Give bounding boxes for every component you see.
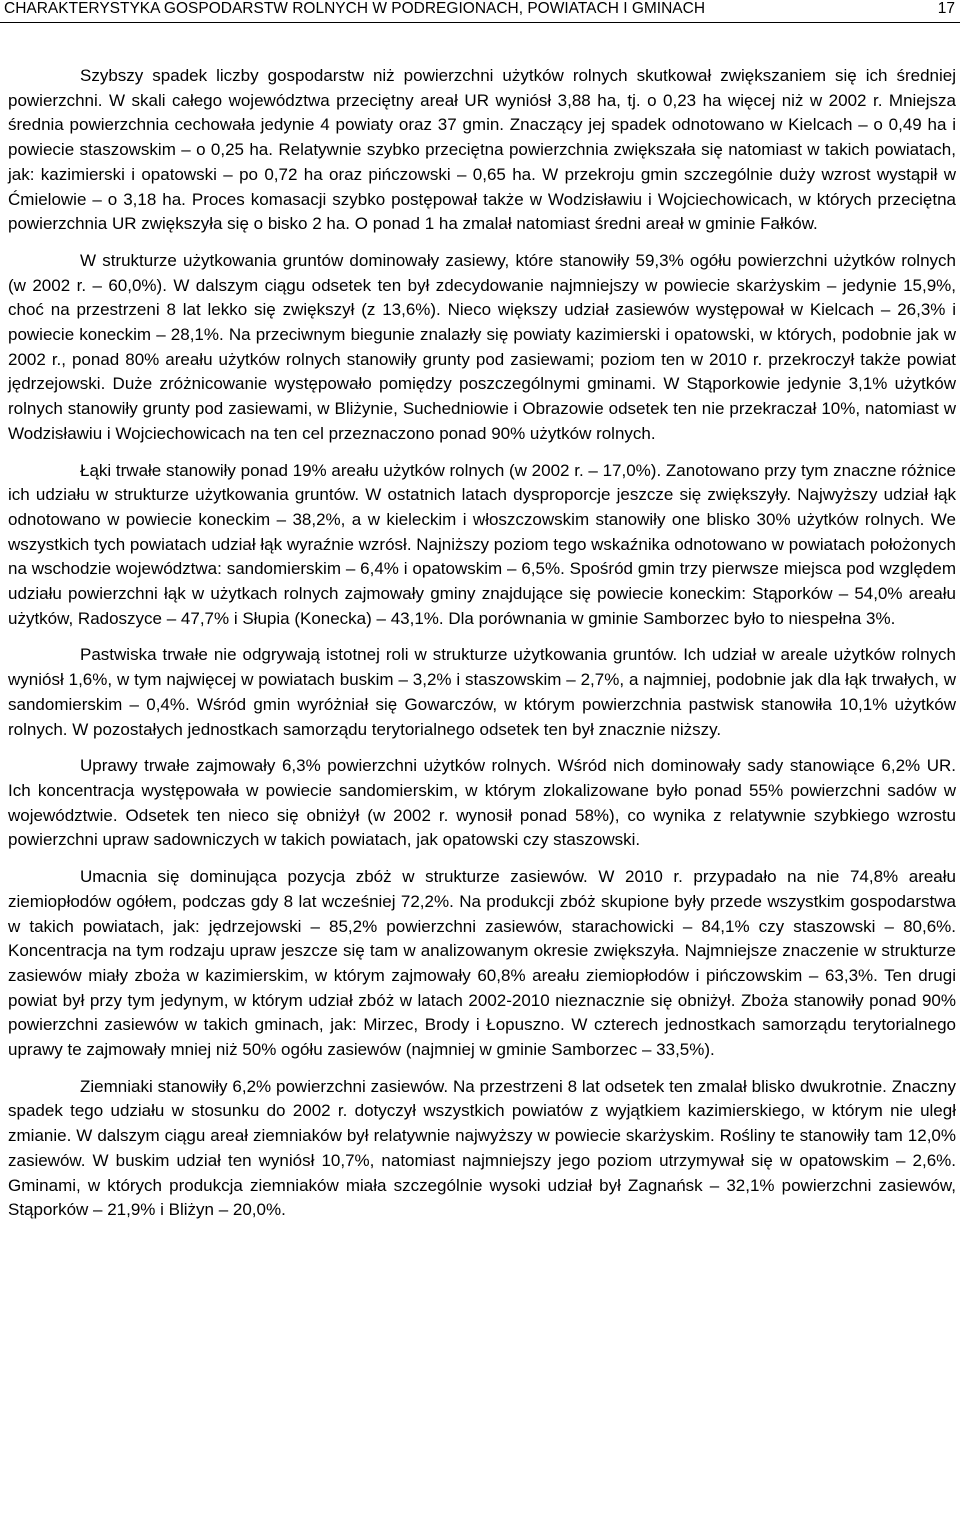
paragraph-cereals: Umacnia się dominująca pozycja zbóż w strukturze zasiewów. W 2010 r. przypadało na nie 74,8% areału ziemiopłodów ogółem, podczas gdy 8 lat wcześniej 72,2%. Na produkcji zbóż skupione były przede wszystkim gospodarstwa w takich powiatach, jak: jędrzejowski – 85,2% powierzchni zasiewów, starachowicki – 84,1% czy staszowski – 80,6%. Koncentracja na tym rodzaju upraw jeszcze się tam w analizowanym okresie zwiększyła. Najmniejsze znaczenie w strukturze zasiewów miały zboża w kazimierskim, w którym zajmowały 60,8% areału ziemiopłodów i pińczowskim – 63,3%. Ten drugi powiat był przy tym jedynym, w którym udział zbóż w latach 2002-2010 nieznacznie się obniżył. Zboża stanowiły ponad 90% powierzchni zasiewów w takich gminach, jak: Mirzec, Brody i Łopuszno. W czterech jednostkach samorządu terytorialnego uprawy te zajmowały mniej niż 50% ogółu zasiewów (najmniej w gminie Samborzec – 33,5%). xyxy=(8,867,956,1060)
paragraph-potatoes: Ziemniaki stanowiły 6,2% powierzchni zasiewów. Na przestrzeni 8 lat odsetek ten zmalał blisko dwukrotnie. Znaczny spadek tego udziału w stosunku do 2002 r. dotyczył wszystkich powiatów z wyjątkiem kazimierskiego, w którym nie uległ zmianie. W dalszym ciągu areał ziemniaków był relatywnie najwyższy w powiecie skarżyskim. Rośliny te stanowiły tam 12,0% zasiewów. W buskim udział ten wyniósł 10,7%, natomiast najmniejszy jego poziom utrzymywał się w opatowskim – 2,6%. Gminami, w których produkcja ziemniaków miała szczególnie wysoki udział był Zagnańsk – 32,1% powierzchni zasiewów, Stąporków – 21,9% i Bliżyn – 20,0%. xyxy=(8,1076,956,1220)
page-header xyxy=(0,0,960,23)
paragraph-permanent-crops: Uprawy trwałe zajmowały 6,3% powierzchni użytków rolnych. Wśród nich dominowały sady stanowiące 6,2% UR. Ich koncentracja występowała w powiecie sandomierskim, w którym zlokalizowane było ponad 55% powierzchni sadów w województwie. Odsetek ten nieco się obniżył (w 2002 r. wynosił ponad 58%), co wynika z relatywnie szybkiego wzrostu powierzchni upraw sadowniczych w takich powiatach, jak opatowski czy staszowski. xyxy=(8,756,956,850)
paragraph-pastures: Pastwiska trwałe nie odgrywają istotnej roli w strukturze użytkowania gruntów. Ich udział w areale użytków rolnych wyniósł 1,6%, w tym najwięcej w powiatach buskim – 3,2% i staszowskim – 2,7%, a najmniej, podobnie jak dla łąk trwałych, w sandomierskim – 0,4%. Wśród gmin wyróżniał się Gowarczów, w którym powierzchnia pastwisk stanowiła 10,1% użytków rolnych. W pozostałych jednostkach samorządu terytorialnego odsetek ten był znacznie niższy. xyxy=(8,645,956,739)
page-number: 17 xyxy=(937,0,955,17)
paragraph-meadows: Łąki trwałe stanowiły ponad 19% areału użytków rolnych (w 2002 r. – 17,0%). Zanotowano przy tym znaczne różnice ich udziału w strukturze użytkowania gruntów. W ostatnich latach dysproporcje jeszcze się zwiększyły. Najwyższy udział łąk odnotowano w powiecie koneckim – 38,2%, a w kieleckim i włoszczowskim stanowiły one blisko 30% użytków rolnych. We wszystkich tych powiatach udział łąk wyraźnie wzrósł. Najniższy poziom tego wskaźnika odnotowano w powiatach położonych na wschodzie województwa: sandomierskim – 6,4% i opatowskim – 6,5%. Spośród gmin trzy pierwsze miejsca pod względem udziału powierzchni łąk w użytkach rolnych zajmowały gminy znajdujące się powiecie koneckim: Stąporków – 54,0% areału użytków, Radoszyce – 47,7% i Słupia (Konecka) – 43,1%. Dla porównania w gminie Samborzec było to niespełna 3%. xyxy=(8,460,956,628)
paragraph-farm-size: Szybszy spadek liczby gospodarstw niż powierzchni użytków rolnych skutkował zwiększaniem się ich średniej powierzchni. W skali całego województwa przeciętny areał UR wyniósł 3,88 ha, tj. o 0,23 ha więcej niż w 2002 r. Mniejsza średnia powierzchnia cechowała jedynie 4 powiaty oraz 37 gmin. Znaczący jej spadek odnotowano w Kielcach – o 0,49 ha i powiecie staszowskim – o 0,25 ha. Relatywnie szybko przeciętna powierzchnia zwiększała się natomiast w takich powiatach, jak: kazimierski i opatowski – po 0,72 ha oraz pińczowski – 0,65 ha. W przekroju gmin szczególnie duży wzrost wystąpił w Ćmielowie – o 3,18 ha. Proces komasacji szybko postępował także w Wodzisławiu i Wojciechowicach, w których przeciętna powierzchnia UR zwiększyła się o bisko 2 ha. O ponad 1 ha zmalał natomiast średni areał w gminie Fałków. xyxy=(8,66,956,234)
paragraph-sown-area: W strukturze użytkowania gruntów dominowały zasiewy, które stanowiły 59,3% ogółu powierzchni użytków rolnych (w 2002 r. – 60,0%). W dalszym ciągu odsetek ten był zdecydowanie najmniejszy w powiecie skarżyskim – jedynie 15,9%, choć na przestrzeni 8 lat lekko się zwiększył (z 13,6%). Nieco większy udział zasiewów występował w Kielcach – 26,3% i powiecie koneckim – 28,1%. Na przeciwnym biegunie znalazły się powiaty kazimierski i opatowski, w których, podobnie jak w 2002 r., ponad 80% areału użytków rolnych stanowiły grunty pod zasiewami; poziom ten w 2010 r. przekroczył także powiat jędrzejowski. Duże zróżnicowanie występowało pomiędzy poszczególnymi gminami. W Stąporkowie jedynie 3,1% użytków rolnych stanowiły grunty pod zasiewami, w Bliżynie, Suchedniowie i Obrazowie odsetek ten nie przekraczał 10%, natomiast w Wodzisławiu i Wojciechowicach na ten cel przeznaczono ponad 90% użytków rolnych. xyxy=(8,250,956,443)
document-body xyxy=(8,64,956,1223)
running-header-title: CHARAKTERYSTYKA GOSPODARSTW ROLNYCH W PODREGIONACH, POWIATACH I GMINACH xyxy=(4,0,706,17)
